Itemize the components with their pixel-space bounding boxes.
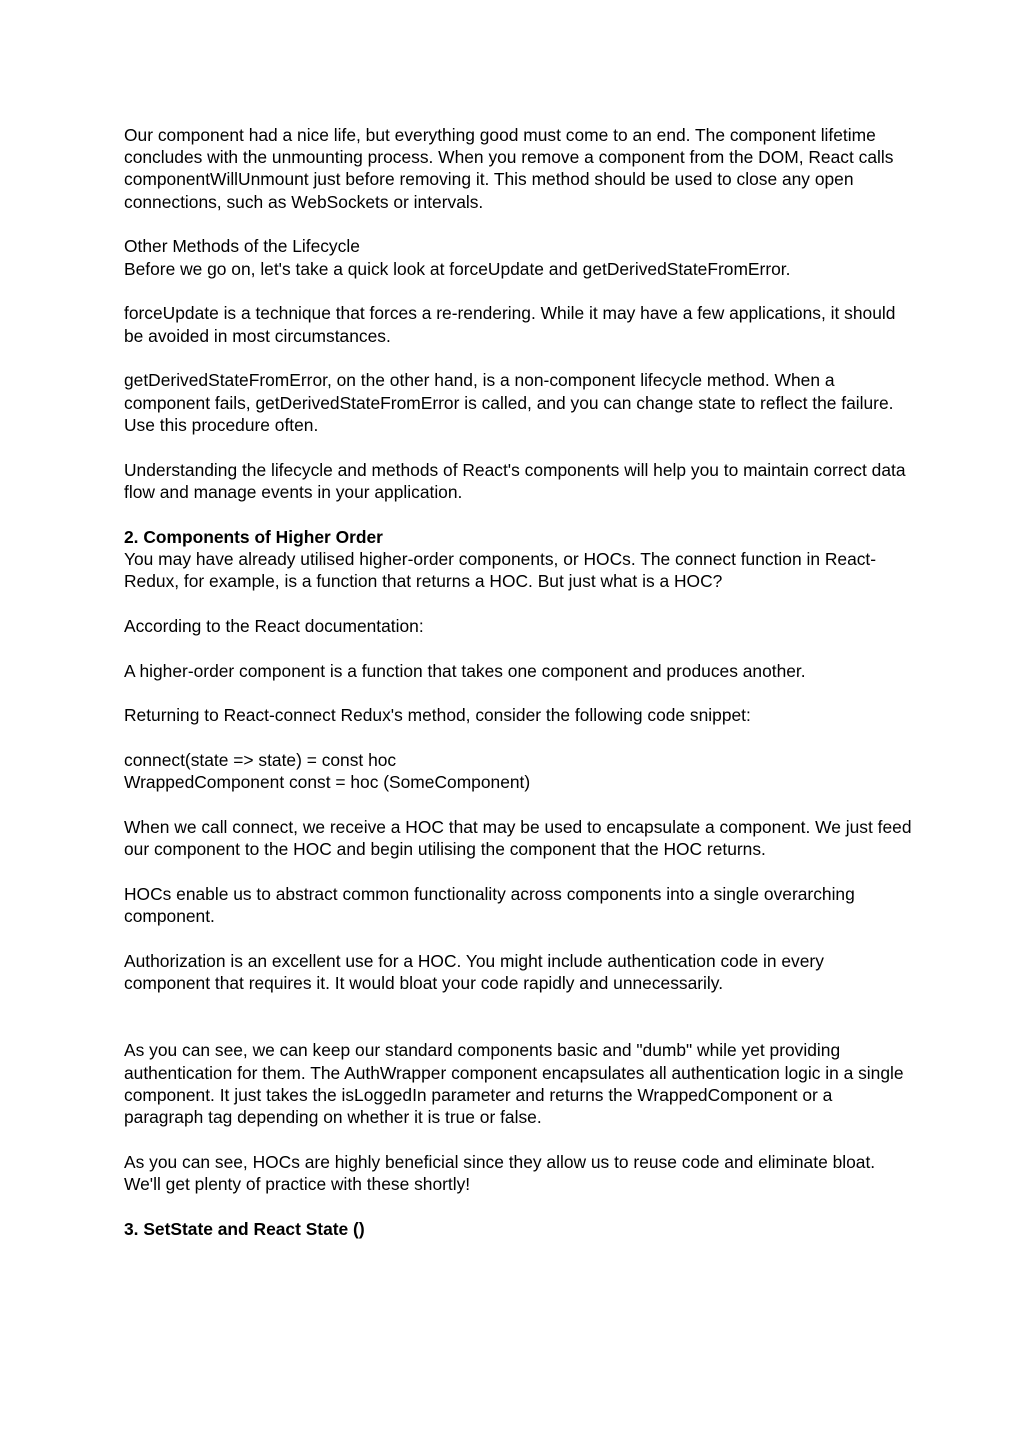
document-body [124, 124, 914, 1240]
paragraph-other-methods-intro: Before we go on, let's take a quick look at forceUpdate and getDerivedStateFromError. [124, 258, 791, 279]
paragraph-according: According to the React documentation: [124, 615, 424, 636]
paragraph-hocs-enable: HOCs enable us to abstract common functionality across components into a single overarching component. [124, 884, 855, 927]
paragraph-as-you-see-1: As you can see, we can keep our standard components basic and "dumb" while yet providing authentication for them. The AuthWrapper component encapsulates all authentication logic in a single component. It just takes the isLoggedIn parameter and returns the WrappedComponent or a paragraph tag depending on whether it is true or false. [124, 1040, 904, 1128]
heading-setstate: 3. SetState and React State () [124, 1218, 365, 1239]
paragraph-hoc-intro: You may have already utilised higher-order components, or HOCs. The connect function in React-Redux, for example, is a function that returns a HOC. But just what is a HOC? [124, 548, 877, 592]
subheading-other-methods: Other Methods of the Lifecycle [124, 236, 360, 257]
code-line-1: connect(state => state) = const hoc [124, 750, 397, 771]
code-line-2: WrappedComponent const = hoc (SomeComponent) [124, 772, 531, 793]
paragraph-unmounting: Our component had a nice life, but everything good must come to an end. The component lifetime concludes with the unmounting process. When you remove a component from the DOM, React calls componentWillUnmount just before removing it. This method should be used to close any open connections, such as WebSockets or intervals. [124, 125, 894, 212]
paragraph-returning: Returning to React-connect Redux's method, consider the following code snippet: [124, 705, 751, 726]
paragraph-derived-state: getDerivedStateFromError, on the other hand, is a non-component lifecycle method. When a component fails, getDerivedStateFromError is called, and you can change state to reflect the failure. Use this procedure often. [124, 370, 894, 435]
paragraph-authorization: Authorization is an excellent use for a HOC. You might include authentication code in every component that requires it. It would bloat your code rapidly and unnecessarily. [124, 951, 824, 994]
heading-higher-order-components: 2. Components of Higher Order [124, 526, 383, 547]
paragraph-understanding: Understanding the lifecycle and methods of React's components will help you to maintain correct data flow and manage events in your application. [124, 459, 906, 502]
paragraph-force-update: forceUpdate is a technique that forces a re-rendering. While it may have a few applications, it should be avoided in most circumstances. [124, 303, 896, 346]
paragraph-as-you-see-2: As you can see, HOCs are highly beneficial since they allow us to reuse code and eliminate bloat. We'll get plenty of practice with these shortly! [124, 1151, 876, 1195]
paragraph-definition: A higher-order component is a function that takes one component and produces another. [124, 660, 806, 681]
paragraph-when-connect: When we call connect, we receive a HOC that may be used to encapsulate a component. We just feed our component to the HOC and begin utilising the component that the HOC returns. [124, 817, 912, 860]
code-snippet [124, 749, 914, 793]
